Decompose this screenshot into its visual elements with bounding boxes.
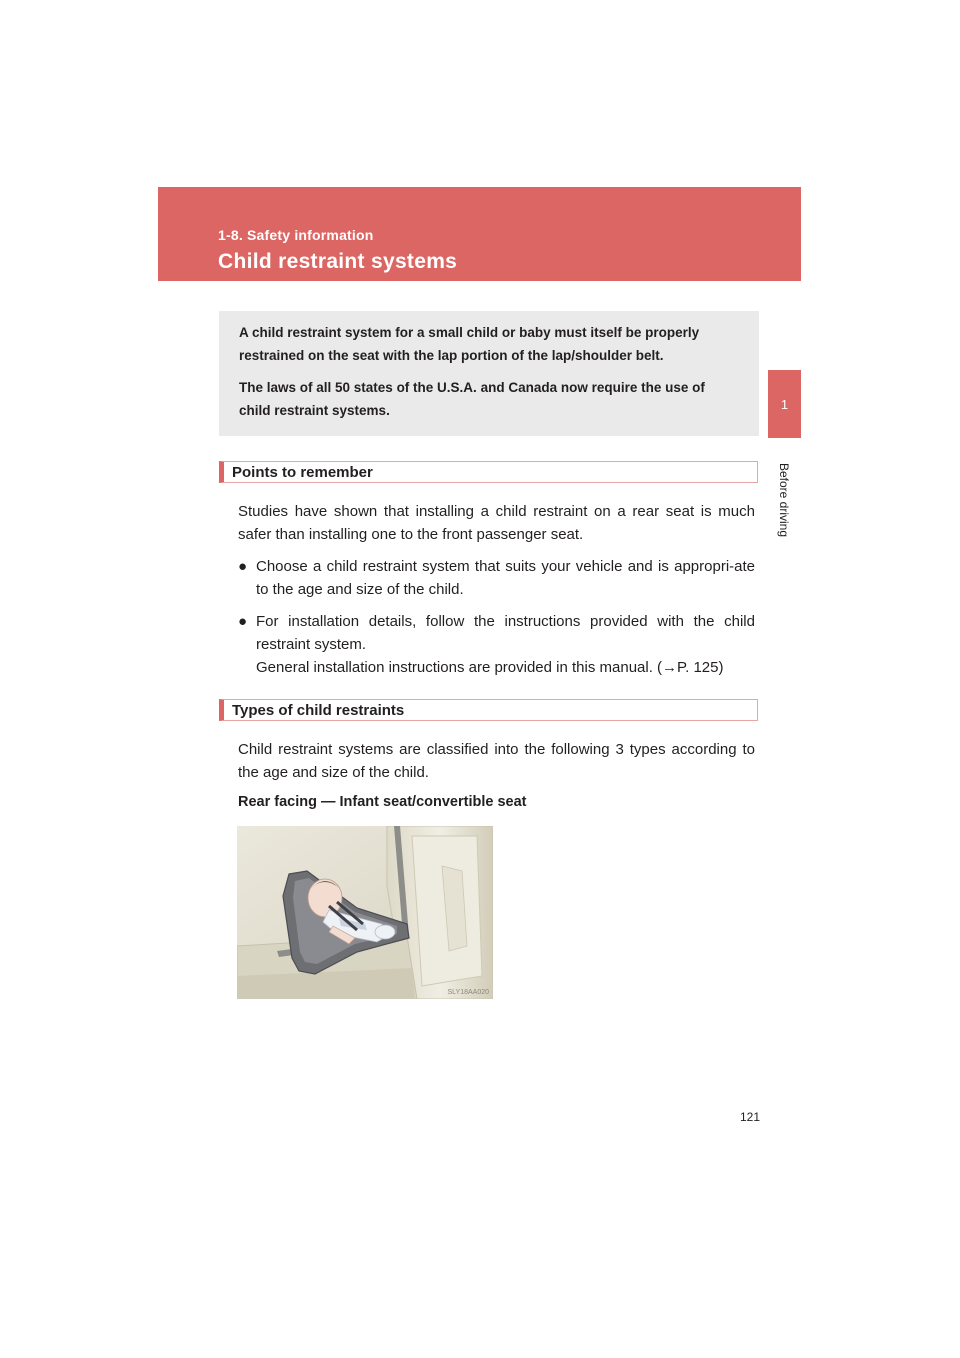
infant-seat-illustration — [237, 826, 493, 999]
infant-seat-drawing — [237, 826, 493, 999]
types-heading — [219, 699, 758, 721]
points-body: Studies have shown that installing a child restraint on a rear seat is much safer than installing one to the front passenger seat. — [238, 503, 755, 543]
types-heading-text: Types of child restraints — [232, 701, 405, 719]
header-band — [158, 187, 801, 281]
bullet-dot: ● — [238, 613, 248, 630]
intro-box — [219, 311, 759, 436]
section-label: 1-8. Safety information — [218, 227, 374, 243]
bullet-item-2 — [238, 610, 755, 679]
bullet-text-2 — [256, 610, 755, 679]
page-title: Child restraint systems — [218, 250, 458, 273]
bullet-text-1: Choose a child restraint system that suits your vehicle and is appropri-ate to the age and size of the child. — [256, 558, 755, 598]
intro-paragraph-2: The laws of all 50 states of the U.S.A. and Canada now require the use of child restraint systems. — [239, 380, 705, 418]
types-body: Child restraint systems are classified into the following 3 types according to the age and size of the child. — [238, 741, 755, 781]
bullet-dot: ● — [238, 558, 248, 575]
chapter-title: Before driving — [777, 462, 791, 538]
bullet-text-2-line-2: General installation instructions are provided in this manual. (→P. 125) — [256, 659, 724, 676]
chapter-tab — [768, 370, 801, 438]
points-to-remember-heading-text: Points to remember — [232, 463, 373, 481]
chapter-number: 1 — [780, 396, 789, 412]
bullet-item-1 — [238, 555, 755, 601]
figure-code: SLY18AA020 — [447, 989, 489, 996]
intro-paragraph-1: A child restraint system for a small child or baby must itself be properly restrained on the seat with the lap portion of the lap/shoulder belt. — [239, 325, 700, 363]
page-number: 121 — [740, 1110, 761, 1124]
points-to-remember-heading — [219, 461, 758, 483]
rear-facing-heading: Rear facing — Infant seat/convertible seat — [238, 794, 527, 810]
bullet-text-2-line-1: For installation details, follow the instructions provided with the child restraint system. — [256, 613, 755, 653]
